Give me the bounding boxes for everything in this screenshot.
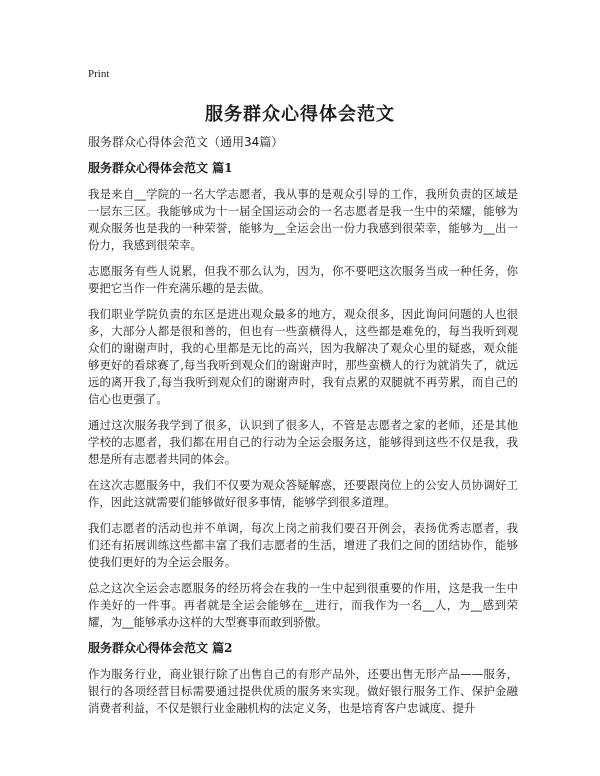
article-subtitle: 服务群众心得体会范文（通用34篇）: [88, 135, 284, 149]
page-title: 服务群众心得体会范文: [205, 104, 395, 125]
paragraph: 通过这次服务我学到了很多，认识到了很多人，不管是志愿者之家的老师，还是其他学校的志愿者，我们都在用自己的行动为全运会服务这，能够得到这些不仅是我，我想是所有志愿者共同的体会。: [88, 418, 518, 466]
paragraph: 志愿服务有些人说累，但我不那么认为，因为，你不要吧这次服务当成一种任务，你要把它当作一件充满乐趣的是去做。: [88, 264, 518, 295]
article-body: [88, 134, 518, 726]
paragraph: 在这次志愿服务中，我们不仅要为观众答疑解惑，还要跟岗位上的公安人员协调好工作，因此这就需要们能够做好很多事情，能够学到很多道理。: [88, 478, 518, 509]
paragraph: 总之这次全运会志愿服务的经历将会在我的一生中起到很重要的作用，这是我一生中作美好的一件事。再者就是全运会能够在__进行，而我作为一名__人，为__感到荣耀，为__能够承办这样的大型赛事而敢到骄傲。: [88, 581, 518, 629]
paragraph: 我们职业学院负责的东区是进出观众最多的地方，观众很多，因此询问问题的人也很多，大部分人都是很和善的，但也有一些蛮横得人，这些都是难免的，每当我听到观众们的谢谢声时，我的心里都是无比的高兴，因为我解决了观众心里的疑惑，观众能够更好的看球赛了,每当我听到观众们的谢谢声时，那些蛮横人的行为就消失了，就远远的离开我了,每当我听到观众们的谢谢声时，我有点累的双腿就不再劳累，而自己的信心也更强了。: [88, 307, 518, 406]
print-link[interactable]: Print: [88, 68, 110, 80]
section-heading: 服务群众心得体会范文 篇2: [88, 641, 233, 655]
section-heading: 服务群众心得体会范文 篇1: [88, 161, 233, 175]
paragraph: 作为服务行业，商业银行除了出售自己的有形产品外，还要出售无形产品——服务，银行的各项经营目标需要通过提供优质的服务来实现。做好银行服务工作、保护金融消费者利益，不仅是银行业金融机构的法定义务，也是培育客户忠诚度、提升: [88, 667, 518, 715]
paragraph: 我是来自__学院的一名大学志愿者，我从事的是观众引导的工作，我所负责的区域是一层东三区。我能够成为十一届全国运动会的一名志愿者是我一生中的荣耀，能够为观众服务也是我的一种荣誉，能够为__全运会出一份力我感到很荣幸，能够为__出一份力，我感到很荣幸。: [88, 187, 518, 252]
paragraph: 我们志愿者的活动也并不单调，每次上岗之前我们要召开例会，表扬优秀志愿者，我们还有拓展训练这些都丰富了我们志愿者的生活，增进了我们之间的团结协作，能够使我们更好的为全运会服务。: [88, 521, 518, 569]
